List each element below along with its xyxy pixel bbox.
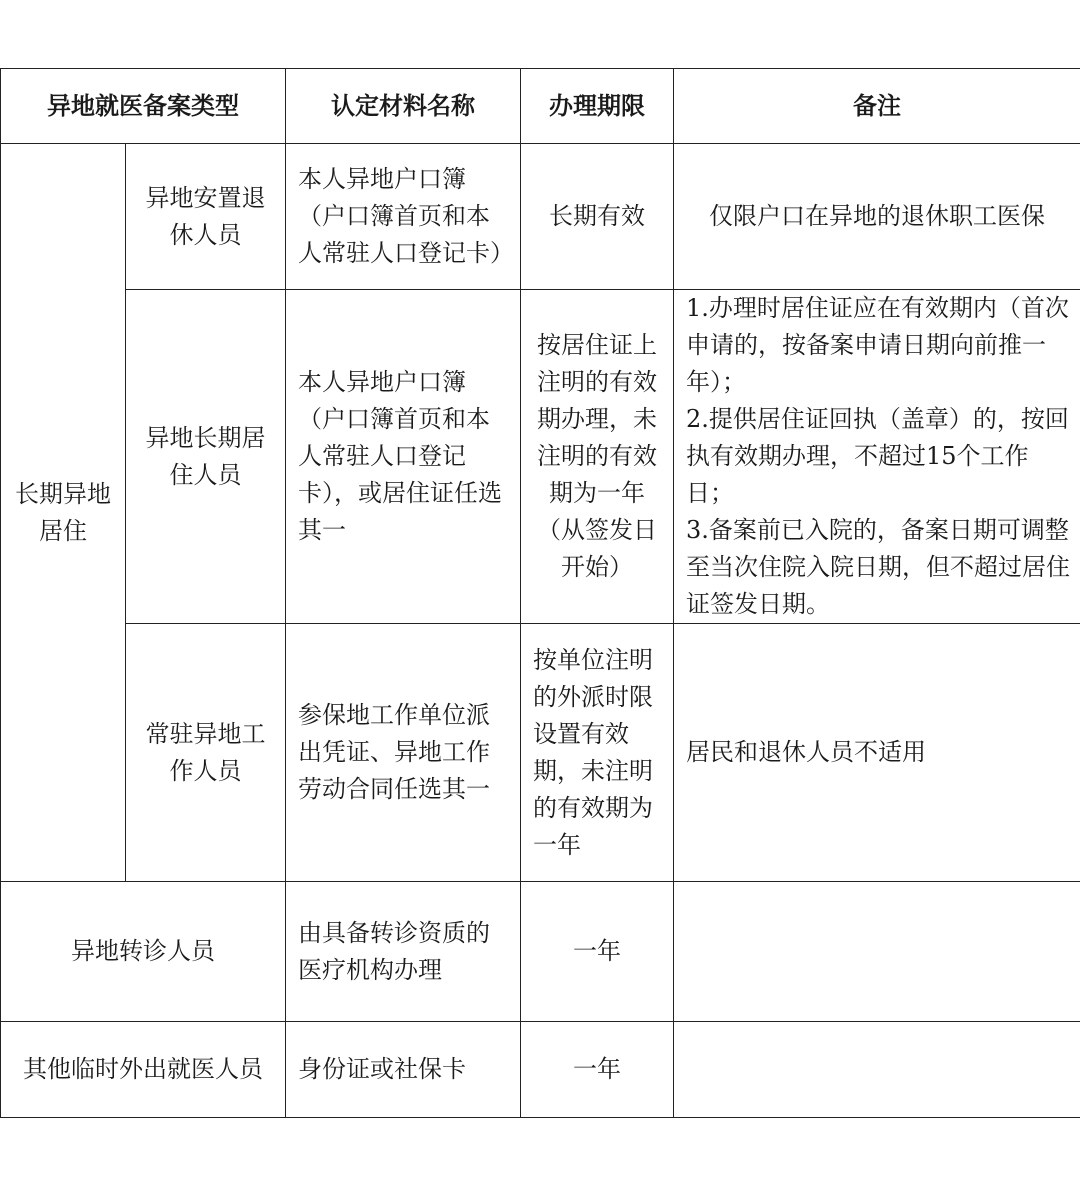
row-materials: 参保地工作单位派出凭证、异地工作劳动合同任选其一 [286, 624, 521, 882]
header-period: 办理期限 [521, 69, 674, 144]
remark-item: 3.备案前已入院的，备案日期可调整至当次住院入院日期，但不超过居住证签发日期。 [686, 516, 1070, 618]
row-remarks: 仅限户口在异地的退休职工医保 [674, 144, 1080, 290]
row-subtype: 异地安置退休人员 [126, 144, 286, 290]
row-period: 长期有效 [521, 144, 674, 290]
header-type: 异地就医备案类型 [1, 69, 286, 144]
row-remarks [674, 1022, 1080, 1118]
row-subtype: 常驻异地工作人员 [126, 624, 286, 882]
row-type: 异地转诊人员 [1, 882, 286, 1022]
table-row [1, 1022, 1080, 1118]
remark-item: 2.提供居住证回执（盖章）的，按回执有效期办理，不超过15个工作日； [686, 405, 1069, 507]
remark-item: 1.办理时居住证应在有效期内（首次申请的，按备案申请日期向前推一年）； [686, 294, 1069, 396]
row-period: 按居住证上注明的有效期办理，未注明的有效期为一年（从签发日开始） [521, 290, 674, 624]
row-subtype: 异地长期居住人员 [126, 290, 286, 624]
row-materials: 本人异地户口簿（户口簿首页和本人常驻人口登记卡） [286, 144, 521, 290]
row-period: 一年 [521, 1022, 674, 1118]
group-long-term-residence: 长期异地居住 [1, 144, 126, 882]
row-type: 其他临时外出就医人员 [1, 1022, 286, 1118]
row-materials: 本人异地户口簿（户口簿首页和本人常驻人口登记卡），或居住证任选其一 [286, 290, 521, 624]
row-period: 一年 [521, 882, 674, 1022]
header-remarks: 备注 [674, 69, 1080, 144]
row-remarks [674, 290, 1080, 624]
filing-types-table [0, 68, 1080, 1118]
table-row [1, 882, 1080, 1022]
table-row [1, 144, 1080, 290]
table-row [1, 290, 1080, 624]
row-materials: 身份证或社保卡 [286, 1022, 521, 1118]
row-remarks: 居民和退休人员不适用 [674, 624, 1080, 882]
row-period: 按单位注明的外派时限设置有效期，未注明的有效期为一年 [521, 624, 674, 882]
row-materials: 由具备转诊资质的医疗机构办理 [286, 882, 521, 1022]
row-remarks [674, 882, 1080, 1022]
header-materials: 认定材料名称 [286, 69, 521, 144]
table-row [1, 624, 1080, 882]
table-header-row [1, 69, 1080, 144]
